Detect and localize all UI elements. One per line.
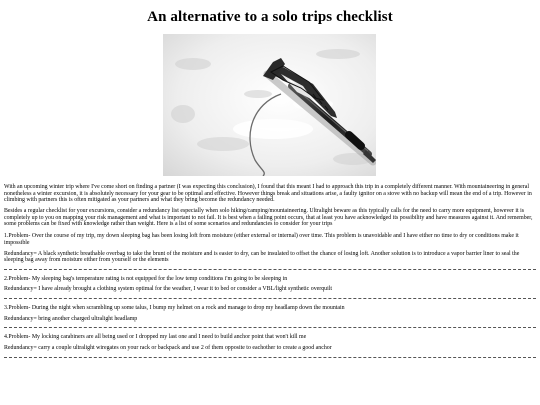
problem-text: 2.Problem- My sleeping bag's temperature rating is not equipped for the low temp conditions i'm going to be sleeping in [4,275,288,282]
dashed-divider [4,269,536,270]
ice-axe-image [163,34,376,176]
ice-axe-photo [163,34,376,176]
problem-text: 1.Problem- Over the course of my trip, my down sleeping bag has been losing loft from moisture (either external or internal) over time. This problem is unavoidable and I have either no time to dry or conditions make it impossible [4,233,519,246]
dashed-divider [4,298,536,299]
intro-paragraph: Besides a regular checklist for your excursions, consider a redundancy list especially when solo hiking/camping/mountaineering. Ultralight beware as this typically calls for the need to carry more equipment, however it is completely up to you on mapping your risk management and what is important to not fail. It is best when a failing point occurs, that at least you have acknowledged its possibility and have measures against it. And remember, some problems can be fixed with knowledge rather than weight. Here is a list of some scenarios and redundancies to consider for your trips [4,207,533,228]
dashed-divider [4,357,536,358]
dashed-divider [4,327,536,328]
list-item [4,276,536,293]
list-item [4,334,536,351]
redundancy-text: Redundancy= A black synthetic breathable overbag to take the brunt of the moisture and is easier to dry, can be insulated to offset the chance of losing loft. Another solution is to introduce a vapor barrier liner to seal the sleeping bag away from moisture either from yourself or the elements [4,250,520,264]
problem-text: 4.Problem- My locking carabiners are all being used or I dropped my last one and I need to build anchor point that won't kill me [4,334,307,341]
page-title: An alternative to a solo trips checklist [147,9,393,25]
problem-text: 3.Problem- During the night when scrambling up some talus, I bump my helmet on a rock and manage to drop my headlamp down the mountain [4,305,345,312]
list-item [4,305,536,322]
redundancy-text: Redundancy= I have already brought a clothing system optimal for the weather, I wear it to bed or consider a VBL/light synthetic overquilt [4,286,333,293]
intro-paragraph: With an upcoming winter trip where I've come short on finding a partner (I was expecting this conclusion), I found that this meant I had to approach this trip in a completely different manner. With mountaineering in general nonetheless a winter excursion, it is absolutely necessary for your gear to be optimal and effective. However things break and situations arise, a faulty ignitor on a stove with no backup will mean the end of a trip. However in climbing with partners this is often mitigated as your partners and what they bring become the redundancy needed. [4,184,532,204]
redundancy-text: Redundancy= carry a couple ultralight wiregates on your rack or backpack and use 2 of them opposite to eachother to create a good anchor [4,345,332,352]
list-item [4,233,536,264]
redundancy-text: Redundancy= bring another charged ultralight headlamp [4,315,138,322]
article-body [4,184,536,364]
